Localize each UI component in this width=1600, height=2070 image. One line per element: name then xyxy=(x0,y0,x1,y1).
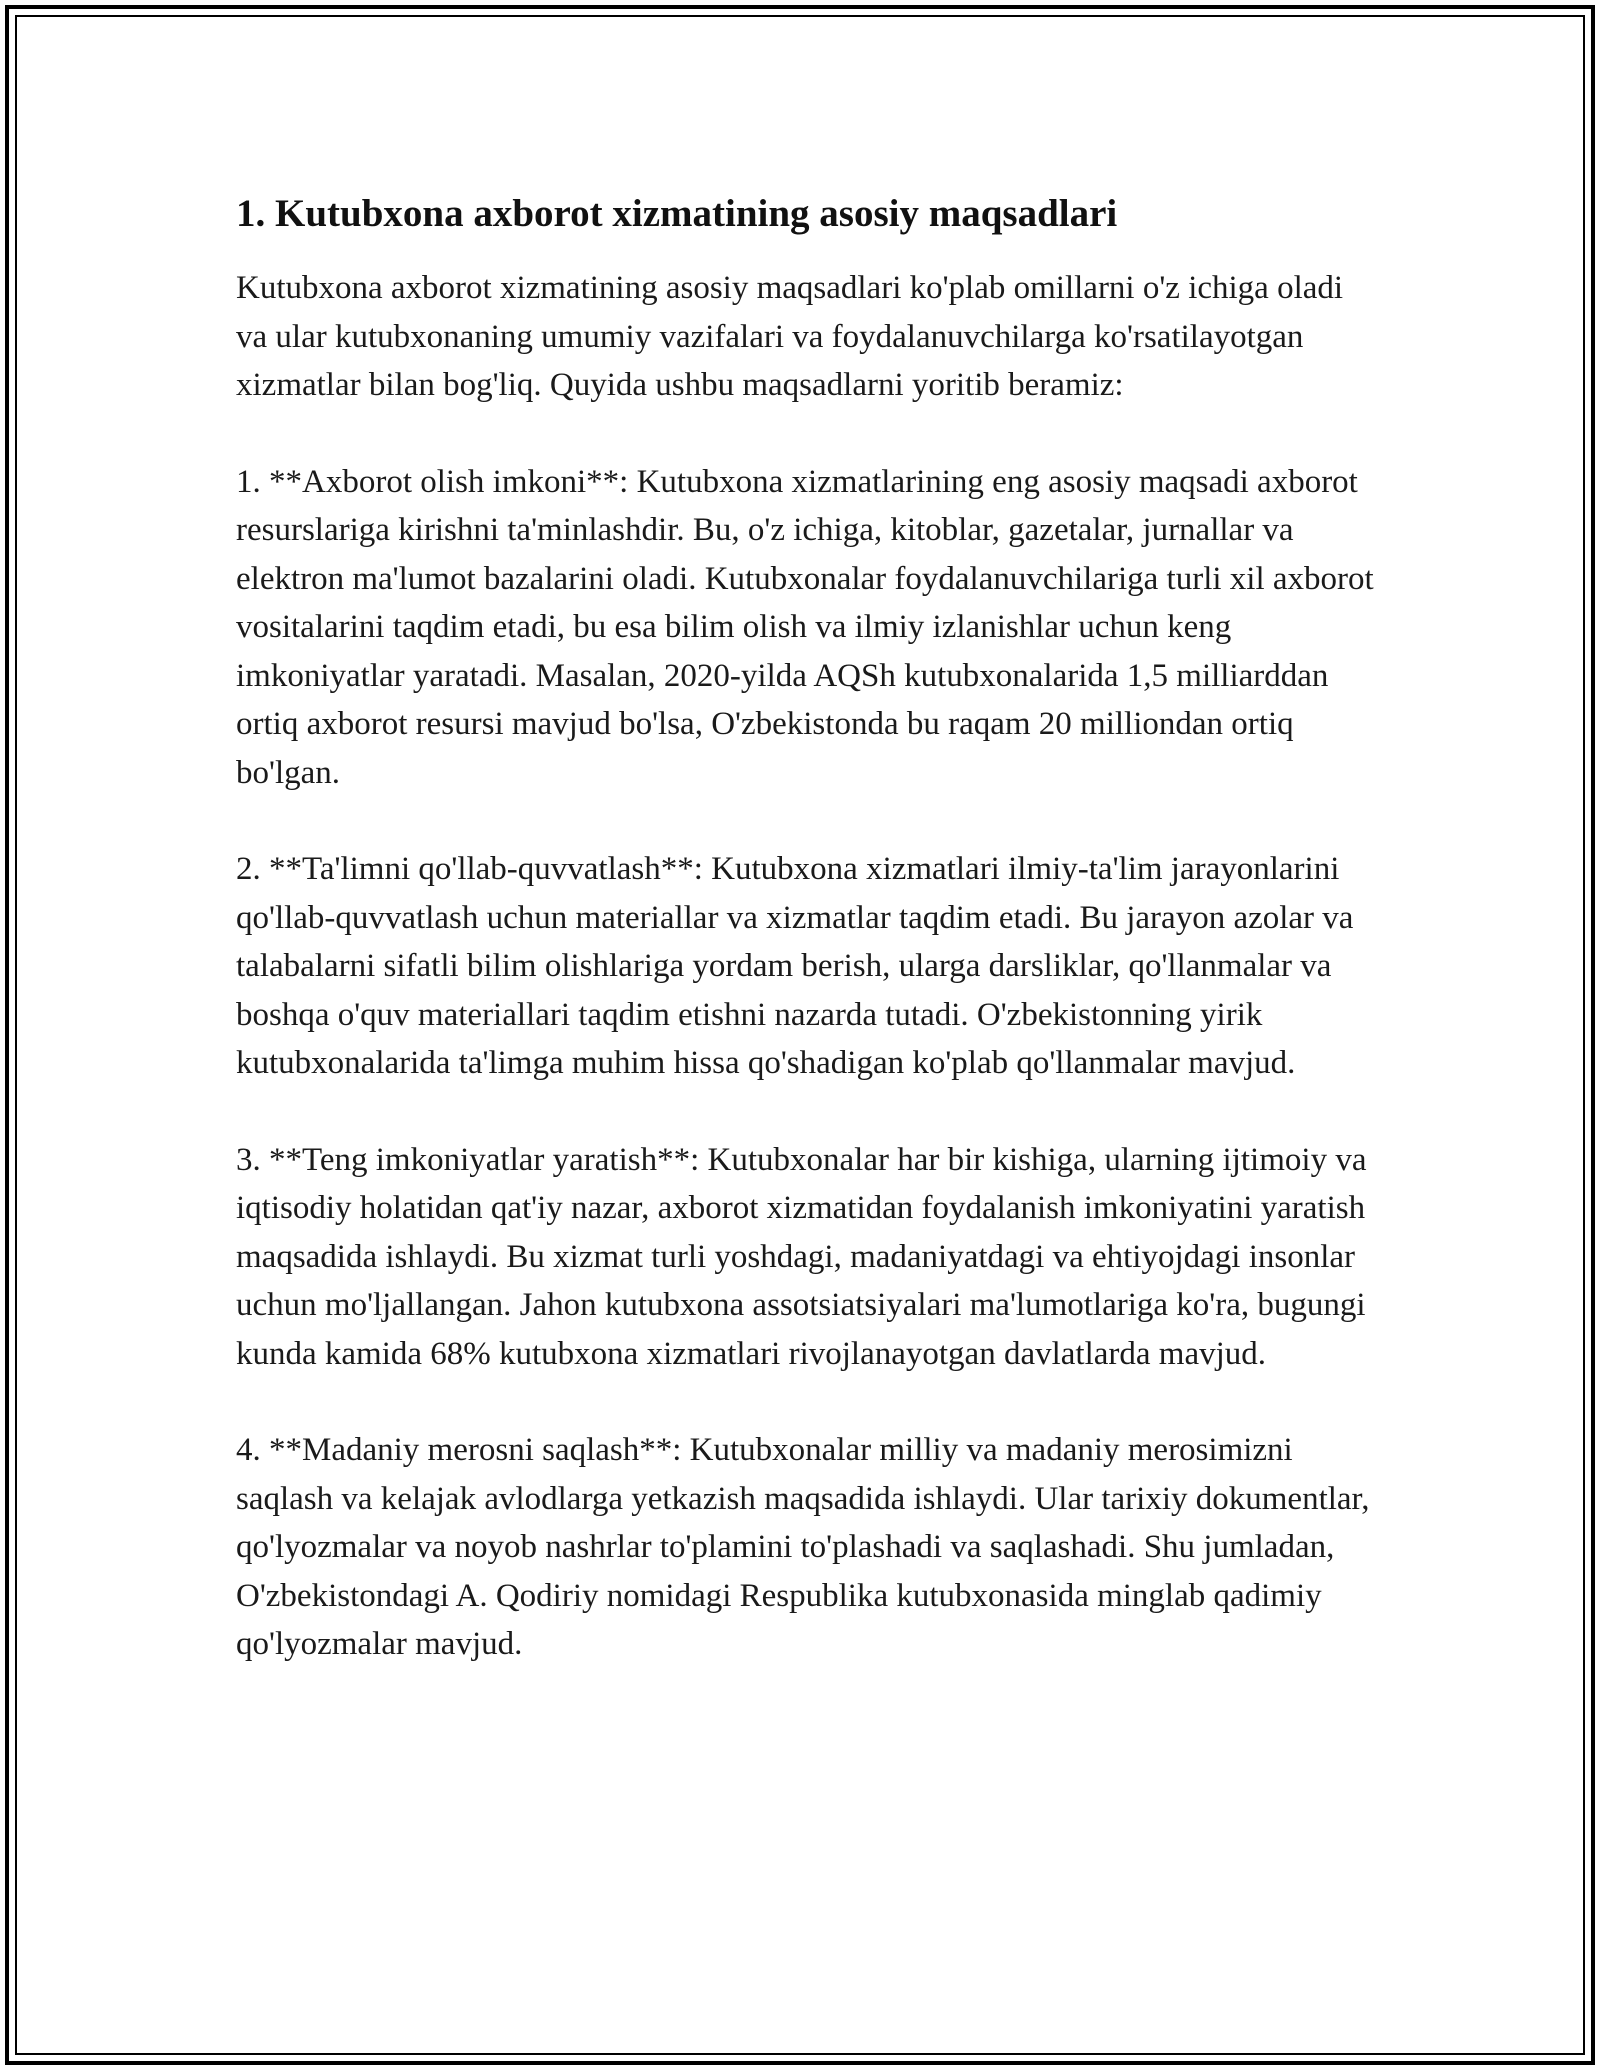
paragraph-equal-opportunities: 3. **Teng imkoniyatlar yaratish**: Kutubxonalar har bir kishiga, ularning ijtimoiy va iqtisodiy holatidan qat'iy nazar, axborot xizmatidan foydalanish imkoniyatini yaratish maqsadida ishlaydi. Bu xizmat turli yoshdagi, madaniyatdagi va ehtiyojdagi insonlar uchun mo'ljallangan. Jahon kutubxona assotsiatsiyalari ma'lumotlariga ko'ra, bugungi kunda kamida 68% kutubxona xizmatlari rivojlanayotgan davlatlarda mavjud. xyxy=(236,1141,1367,1372)
paragraph-education-support: 2. **Ta'limni qo'llab-quvvatlash**: Kutubxona xizmatlari ilmiy-ta'lim jarayonlarini qo'llab-quvvatlash uchun materiallar va xizmatlar taqdim etadi. Bu jarayon azolar va talabalarni sifatli bilim olishlariga yordam berish, ularga darsliklar, qo'llanmalar va boshqa o'quv materiallari taqdim etishni nazarda tutadi. O'zbekistonning yirik kutubxonalarida ta'limga muhim hissa qo'shadigan ko'plab qo'llanmalar mavjud. xyxy=(236,851,1354,1081)
document-body xyxy=(236,186,1376,1717)
paragraph-cultural-heritage: 4. **Madaniy merosni saqlash**: Kutubxonalar milliy va madaniy merosimizni saqlash va kelajak avlodlarga yetkazish maqsadida ishlaydi. Ular tarixiy dokumentlar, qo'lyozmalar va noyob nashrlar to'plamini to'plashadi va saqlashadi. Shu jumladan, O'zbekistondagi A. Qodiriy nomidagi Respublika kutubxonasida minglab qadimiy qo'lyozmalar mavjud. xyxy=(236,1432,1370,1662)
intro-paragraph: Kutubxona axborot xizmatining asosiy maqsadlari ko'plab omillarni o'z ichiga oladi va ular kutubxonaning umumiy vazifalari va foydalanuvchilarga ko'rsatilayotgan xizmatlar bilan bog'liq. Quyida ushbu maqsadlarni yoritib beramiz: xyxy=(236,270,1344,403)
section-heading: 1. Kutubxona axborot xizmatining asosiy maqsadlari xyxy=(236,192,1118,235)
paragraph-information-access: 1. **Axborot olish imkoni**: Kutubxona xizmatlarining eng asosiy maqsadi axborot resurslariga kirishni ta'minlashdir. Bu, o'z ichiga, kitoblar, gazetalar, jurnallar va elektron ma'lumot bazalarini oladi. Kutubxonalar foydalanuvchilariga turli xil axborot vositalarini taqdim etadi, bu esa bilim olish va ilmiy izlanishlar uchun keng imkoniyatlar yaratadi. Masalan, 2020-yilda AQSh kutubxonalarida 1,5 milliarddan ortiq axborot resursi mavjud bo'lsa, O'zbekistonda bu raqam 20 milliondan ortiq bo'lgan. xyxy=(236,463,1374,791)
